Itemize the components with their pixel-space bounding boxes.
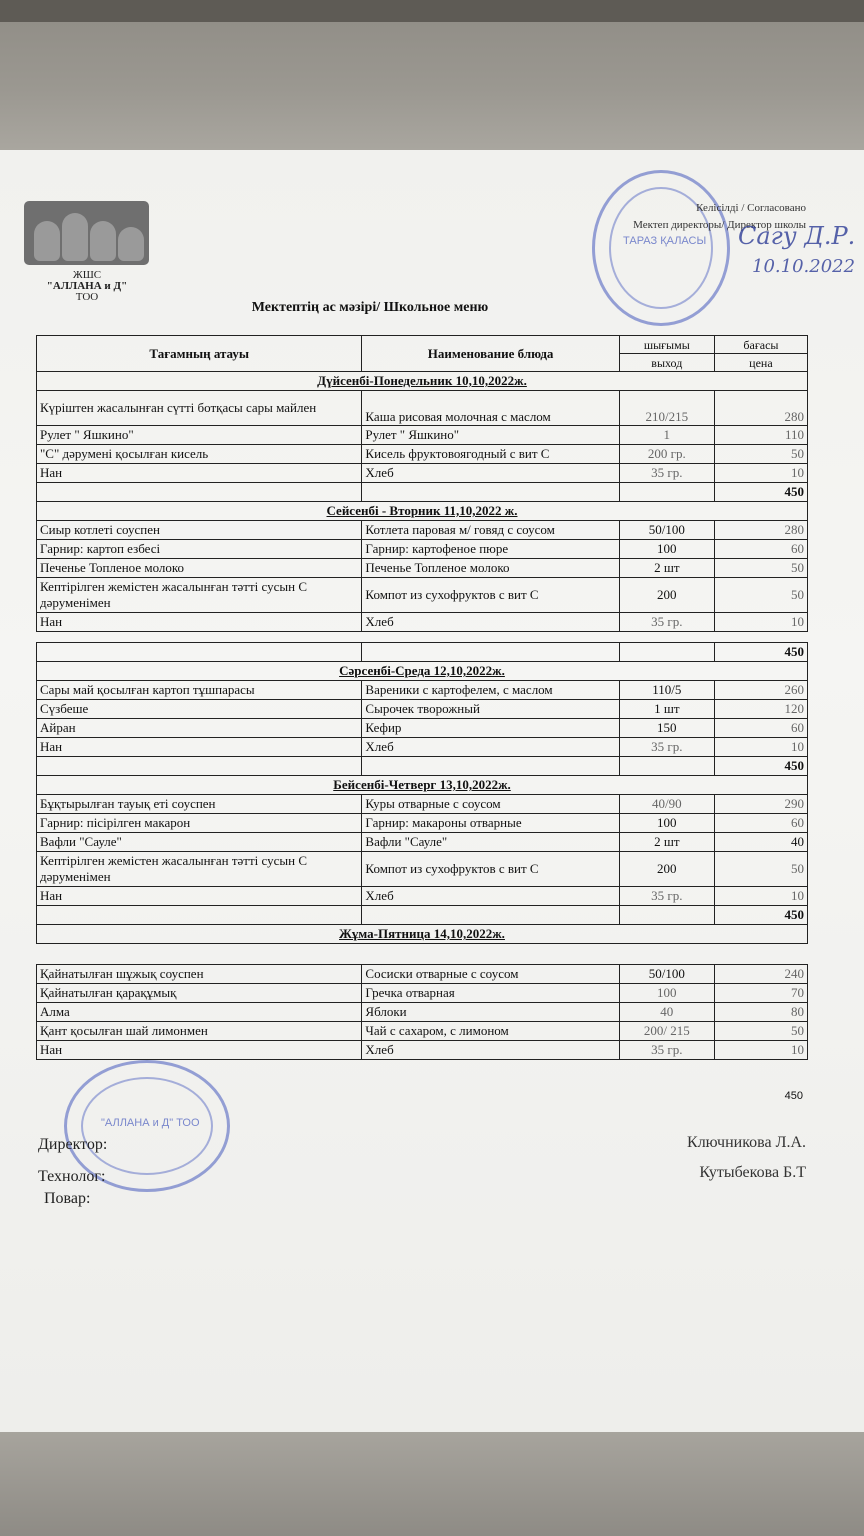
table-row <box>37 738 808 757</box>
dish-kz: Сүзбеше <box>37 700 362 719</box>
approval-date: 10.10.2022 <box>752 256 856 277</box>
dish-price: 290 <box>714 795 807 814</box>
dish-yield: 35 гр. <box>619 464 714 483</box>
day-title: Сейсенбі - Вторник 11,10,2022 ж. <box>37 502 808 521</box>
dish-price: 10 <box>714 613 807 632</box>
spacer-cell <box>37 632 808 643</box>
table-row <box>37 814 808 833</box>
header-yield-kz: шығымы <box>619 336 714 354</box>
empty-cell <box>37 906 362 925</box>
logo-figure-icon <box>118 227 144 261</box>
empty-cell <box>37 757 362 776</box>
dish-yield: 35 гр. <box>619 887 714 906</box>
table-row <box>37 521 808 540</box>
dish-ru: Хлеб <box>362 887 619 906</box>
day-total: 450 <box>714 757 807 776</box>
dish-price: 60 <box>714 814 807 833</box>
dish-kz: Күріштен жасалынған сүтті ботқасы сары майлен <box>37 391 362 426</box>
dish-kz: Алма <box>37 1003 362 1022</box>
table-row <box>37 984 808 1003</box>
seal-text: "АЛЛАНА и Д" ТОО <box>101 1117 200 1129</box>
logo-figure-icon <box>34 221 60 261</box>
dish-kz: Нан <box>37 738 362 757</box>
table-row <box>37 578 808 613</box>
empty-cell <box>362 483 619 502</box>
dish-yield: 1 <box>619 426 714 445</box>
dish-yield: 1 шт <box>619 700 714 719</box>
director-name: Ключникова Л.А. <box>687 1134 806 1151</box>
empty-cell <box>619 906 714 925</box>
dish-ru: Сосиски отварные с соусом <box>362 965 619 984</box>
school-seal-stamp <box>592 170 730 326</box>
day-title: Жұма-Пятница 14,10,2022ж. <box>37 925 808 944</box>
dish-ru: Яблоки <box>362 1003 619 1022</box>
empty-cell <box>619 757 714 776</box>
dish-kz: Қайнатылған қарақұмық <box>37 984 362 1003</box>
approval-line: Мектеп директоры/ Директор школы <box>633 219 806 231</box>
logo-caption <box>22 270 152 303</box>
table-row <box>37 833 808 852</box>
dish-yield: 100 <box>619 984 714 1003</box>
approval-line: Келісілді / Согласовано <box>696 202 806 214</box>
dish-price: 40 <box>714 833 807 852</box>
table-row <box>37 391 808 426</box>
logo-caption-line: ТОО <box>75 291 99 303</box>
dish-kz: Рулет " Яшкино" <box>37 426 362 445</box>
empty-cell <box>362 643 619 662</box>
dish-yield: 35 гр. <box>619 613 714 632</box>
table-row <box>37 719 808 738</box>
dish-ru: Хлеб <box>362 738 619 757</box>
dish-price: 70 <box>714 984 807 1003</box>
dish-yield: 2 шт <box>619 559 714 578</box>
table-row <box>37 1022 808 1041</box>
day-title: Дүйсенбі-Понедельник 10,10,2022ж. <box>37 372 808 391</box>
dish-kz: "С" дәрумені қосылған кисель <box>37 445 362 464</box>
total-row <box>37 906 808 925</box>
page-title: Мектептің ас мәзірі/ Школьное меню <box>251 300 489 315</box>
dish-price: 260 <box>714 681 807 700</box>
dish-yield: 200 <box>619 852 714 887</box>
dish-kz: Гарнир: картоп езбесі <box>37 540 362 559</box>
dish-price: 50 <box>714 559 807 578</box>
table-row <box>37 540 808 559</box>
dish-ru: Кисель фруктовоягодный с вит С <box>362 445 619 464</box>
table-row <box>37 852 808 887</box>
empty-cell <box>619 643 714 662</box>
logo-figure-icon <box>90 221 116 261</box>
director-label: Директор: <box>38 1136 108 1153</box>
dish-yield: 100 <box>619 540 714 559</box>
header-ru-name: Наименование блюда <box>362 336 619 372</box>
dish-yield: 35 гр. <box>619 1041 714 1060</box>
day-total: 450 <box>714 906 807 925</box>
spacer-row <box>37 944 808 965</box>
photo-background-bottom <box>0 1432 864 1536</box>
dish-ru: Компот из сухофруктов с вит С <box>362 578 619 613</box>
day-total: 450 <box>714 643 807 662</box>
dish-kz: Нан <box>37 1041 362 1060</box>
dish-yield: 50/100 <box>619 965 714 984</box>
dish-ru: Хлеб <box>362 1041 619 1060</box>
cook-label: Повар: <box>44 1190 91 1207</box>
dish-ru: Вафли "Сауле" <box>362 833 619 852</box>
empty-cell <box>362 757 619 776</box>
dish-yield: 35 гр. <box>619 738 714 757</box>
logo-caption-line: ЖШС <box>72 269 102 281</box>
dish-kz: Нан <box>37 464 362 483</box>
dish-ru: Гарнир: макароны отварные <box>362 814 619 833</box>
table-row <box>37 1041 808 1060</box>
header-yield-ru: выход <box>619 354 714 372</box>
dish-price: 50 <box>714 1022 807 1041</box>
dish-kz: Бұқтырылған тауық еті соуспен <box>37 795 362 814</box>
dish-price: 110 <box>714 426 807 445</box>
table-row <box>37 887 808 906</box>
dish-kz: Печенье Топленое молоко <box>37 559 362 578</box>
dish-price: 50 <box>714 445 807 464</box>
dish-ru: Кефир <box>362 719 619 738</box>
dish-ru: Вареники с картофелем, с маслом <box>362 681 619 700</box>
logo-caption-line: "АЛЛАНА и Д" <box>46 280 128 292</box>
technologist-label: Технолог: <box>38 1168 106 1185</box>
dish-ru: Рулет " Яшкино" <box>362 426 619 445</box>
dish-ru: Куры отварные с соусом <box>362 795 619 814</box>
table-row <box>37 613 808 632</box>
table-row <box>37 700 808 719</box>
table-row <box>37 1003 808 1022</box>
dish-price: 240 <box>714 965 807 984</box>
dish-yield: 110/5 <box>619 681 714 700</box>
dish-price: 60 <box>714 540 807 559</box>
dish-ru: Котлета паровая м/ говяд с соусом <box>362 521 619 540</box>
table-row <box>37 681 808 700</box>
friday-total: 450 <box>784 1090 803 1102</box>
dish-kz: Гарнир: пісірілген макарон <box>37 814 362 833</box>
day-header-row <box>37 925 808 944</box>
total-row <box>37 643 808 662</box>
dish-ru: Гарнир: картофеное пюре <box>362 540 619 559</box>
seal-text: ТАРАЗ ҚАЛАСЫ <box>623 235 707 247</box>
company-logo <box>24 201 149 265</box>
table-row <box>37 965 808 984</box>
dish-price: 50 <box>714 852 807 887</box>
header-price-kz: бағасы <box>714 336 807 354</box>
dish-price: 80 <box>714 1003 807 1022</box>
dish-kz: Нан <box>37 887 362 906</box>
director-handwritten-signature: Сагу Д.Р. <box>738 222 856 250</box>
table-row <box>37 464 808 483</box>
dish-kz: Вафли "Сауле" <box>37 833 362 852</box>
day-header-row <box>37 662 808 681</box>
dish-ru: Гречка отварная <box>362 984 619 1003</box>
dish-price: 10 <box>714 738 807 757</box>
dish-price: 10 <box>714 887 807 906</box>
empty-cell <box>37 483 362 502</box>
menu-table <box>36 335 808 1060</box>
empty-cell <box>37 643 362 662</box>
dish-ru: Хлеб <box>362 464 619 483</box>
dish-price: 10 <box>714 1041 807 1060</box>
dish-yield: 50/100 <box>619 521 714 540</box>
photo-background-top <box>0 0 864 150</box>
dish-price: 280 <box>714 391 807 426</box>
dish-kz: Нан <box>37 613 362 632</box>
dish-yield: 150 <box>619 719 714 738</box>
logo-figure-icon <box>62 213 88 261</box>
day-total: 450 <box>714 483 807 502</box>
day-header-row <box>37 776 808 795</box>
dish-yield: 200 <box>619 578 714 613</box>
table-row <box>37 559 808 578</box>
dish-ru: Печенье Топленое молоко <box>362 559 619 578</box>
day-title: Бейсенбі-Четверг 13,10,2022ж. <box>37 776 808 795</box>
dish-price: 50 <box>714 578 807 613</box>
dish-yield: 40 <box>619 1003 714 1022</box>
dish-kz: Кептірілген жемістен жасалынған тәтті сусын С дәруменімен <box>37 578 362 613</box>
dish-price: 280 <box>714 521 807 540</box>
day-title: Сәрсенбі-Среда 12,10,2022ж. <box>37 662 808 681</box>
day-header-row <box>37 372 808 391</box>
empty-cell <box>619 483 714 502</box>
dish-kz: Айран <box>37 719 362 738</box>
dish-kz: Қайнатылған шұжық соуспен <box>37 965 362 984</box>
dish-kz: Кептірілген жемістен жасалынған тәтті сусын С дәруменімен <box>37 852 362 887</box>
day-header-row <box>37 502 808 521</box>
dish-price: 10 <box>714 464 807 483</box>
dish-kz: Қант қосылған шай лимонмен <box>37 1022 362 1041</box>
empty-cell <box>362 906 619 925</box>
dish-kz: Сиыр котлеті соуспен <box>37 521 362 540</box>
dish-price: 60 <box>714 719 807 738</box>
table-row <box>37 445 808 464</box>
spacer-cell <box>37 944 808 965</box>
table-header-row <box>37 336 808 354</box>
header-kz-name: Тағамның атауы <box>37 336 362 372</box>
header-price-ru: цена <box>714 354 807 372</box>
dish-kz: Сары май қосылған картоп тұшпарасы <box>37 681 362 700</box>
dish-yield: 200/ 215 <box>619 1022 714 1041</box>
total-row <box>37 757 808 776</box>
total-row <box>37 483 808 502</box>
dish-yield: 210/215 <box>619 391 714 426</box>
dish-yield: 100 <box>619 814 714 833</box>
dish-yield: 40/90 <box>619 795 714 814</box>
technologist-name: Кутыбекова Б.Т <box>699 1164 806 1181</box>
table-row <box>37 426 808 445</box>
dish-yield: 200 гр. <box>619 445 714 464</box>
dish-ru: Хлеб <box>362 613 619 632</box>
table-row <box>37 795 808 814</box>
dish-ru: Сырочек творожный <box>362 700 619 719</box>
wall-band <box>0 0 864 22</box>
dish-ru: Каша рисовая молочная с маслом <box>362 391 619 426</box>
dish-ru: Компот из сухофруктов с вит С <box>362 852 619 887</box>
dish-ru: Чай с сахаром, с лимоном <box>362 1022 619 1041</box>
dish-yield: 2 шт <box>619 833 714 852</box>
spacer-row <box>37 632 808 643</box>
dish-price: 120 <box>714 700 807 719</box>
